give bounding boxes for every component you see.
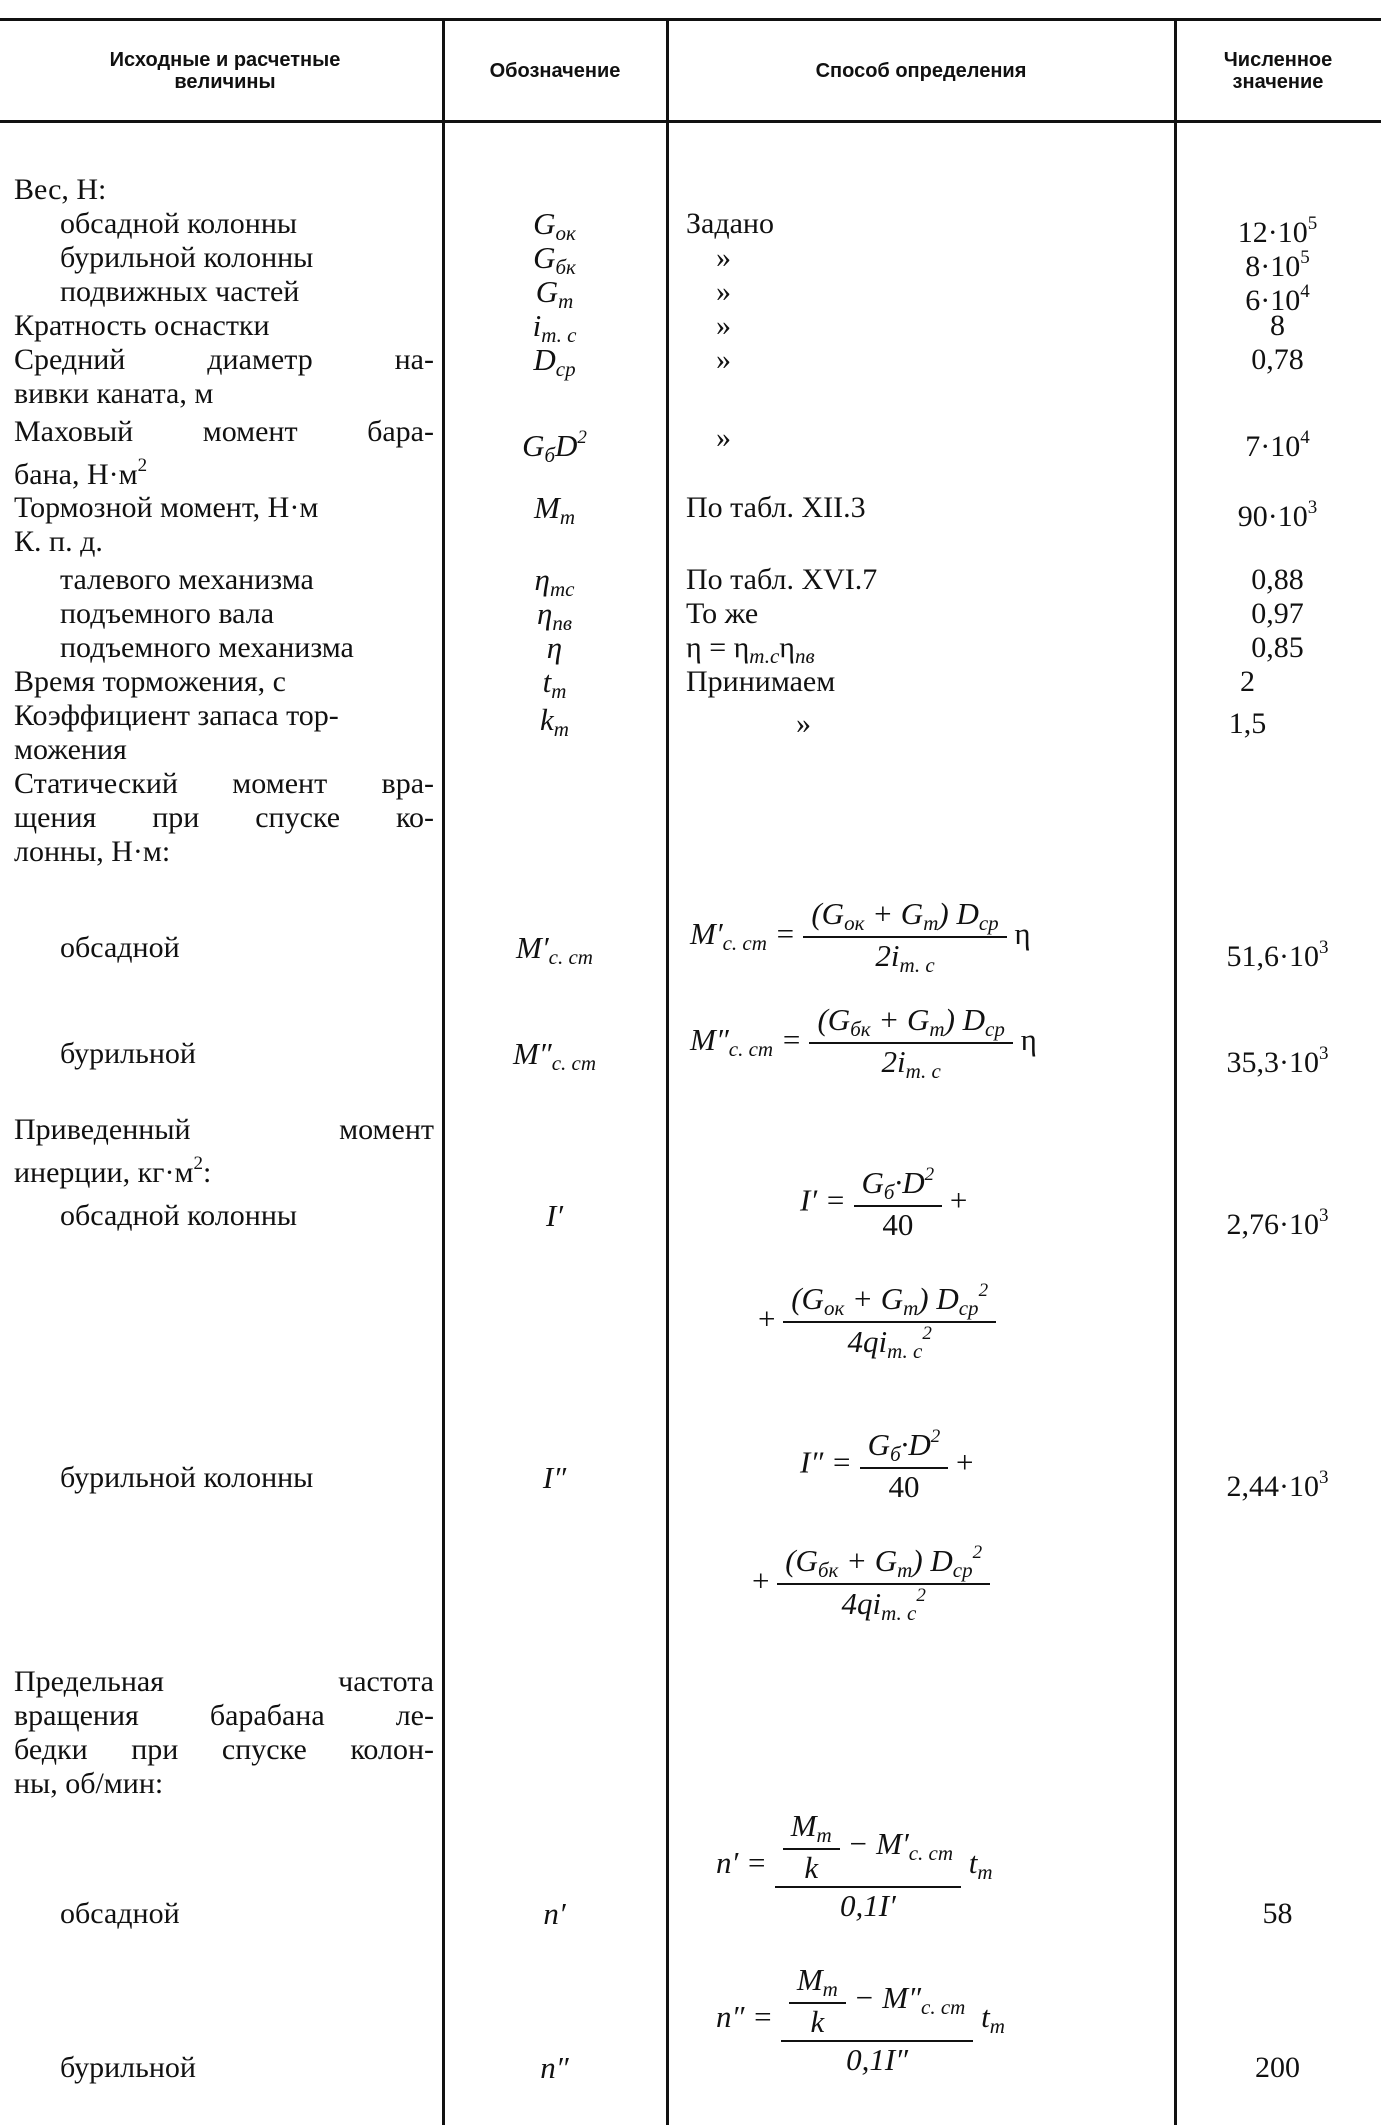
freq-title-2: вращения барабана ле-: [14, 1699, 434, 1732]
freq-casing-label: обсадной: [60, 1897, 180, 1930]
header-quantities: [20, 28, 430, 114]
eff-shaft-value: 0,97: [1251, 597, 1304, 630]
freq-casing-formula: n′ = $\frac{M_т}{k}$ − $M'_{с. ст}$ 0,1I′ $t_т$: [716, 1808, 993, 1923]
column-divider-3: [1174, 18, 1177, 2125]
brake-time-value: 2: [1240, 665, 1255, 698]
diam-symbol: $D_{ср}$: [533, 342, 576, 381]
header-symbol: [446, 28, 664, 114]
eff-tackle-label: талевого механизма: [60, 563, 314, 596]
eff-lift-method: $\eta = \eta_{т.с}\eta_{пв}$: [686, 631, 815, 668]
ratio-value: 8: [1270, 309, 1285, 342]
freq-drill-inner-fraction: $\frac{M_т}{k}$: [789, 1962, 846, 2040]
moving-weight-label: подвижных частей: [60, 275, 300, 308]
ratio-symbol: $i_{т. с}$: [532, 308, 577, 347]
eff-tackle-symbol: $\eta_{тс}$: [534, 562, 575, 601]
drill-weight-label: бурильной колонны: [60, 241, 314, 274]
casing-weight-label: обсадной колонны: [60, 207, 298, 240]
eff-lift-symbol: η: [546, 630, 563, 665]
static-title-3: лонны, Н·м:: [14, 835, 171, 868]
inertia-drill-value: $2,44\cdot 10^3$: [1226, 1467, 1329, 1503]
drill-weight-method: »: [716, 241, 731, 274]
freq-title-3: бедки при спуске колон-: [14, 1733, 434, 1766]
freq-casing-inner-fraction: $\frac{M_т}{k}$: [783, 1808, 840, 1886]
static-title-1: Статический момент вра-: [14, 767, 434, 800]
static-drill-formula: $M''_{с. ст}$ = $\frac{(G_{бк} + G_т) D_{ср}}{2i_{т. с}}$ η: [690, 1002, 1037, 1083]
weight-title: Вес, Н:: [14, 173, 107, 206]
header-method: [670, 28, 1172, 114]
brake-symbol: $M_т$: [534, 490, 575, 529]
freq-drill-formula: n″ = $\frac{M_т}{k}$ − $M''_{с. ст}$ 0,1I″ $t_т$: [716, 1962, 1005, 2077]
brake-method: По табл. XII.3: [686, 491, 866, 524]
freq-drill-symbol: n″: [540, 2050, 569, 2085]
drill-weight-value: $8\cdot 10^5$: [1245, 247, 1310, 283]
inertia-casing-fraction-1: $\frac{G_б\cdot D^2}{40}$: [854, 1164, 943, 1243]
brake-k-label-2: можения: [14, 733, 127, 766]
header-quantities-text: Исходные и расчетные величины: [109, 49, 341, 93]
header-value: [1178, 28, 1378, 114]
inertia-drill-formula-2: + $\frac{(G_{бк} + G_т) D_{ср}^2}{4qi_{т. с}^2}$: [752, 1542, 990, 1626]
diam-method: »: [716, 343, 731, 376]
brake-k-method: »: [796, 707, 811, 740]
static-casing-formula: $M'_{с. ст}$ = $\frac{(G_{ок} + G_т) D_{ср}}{2i_{т. с}}$ η: [690, 896, 1031, 977]
brake-time-symbol: $t_т$: [542, 664, 567, 703]
casing-weight-method: Задано: [686, 207, 774, 240]
inertia-drill-label: бурильной колонны: [60, 1461, 314, 1494]
static-drill-fraction: $\frac{(G_{бк} + G_т) D_{ср}}{2i_{т. с}}$: [809, 1002, 1012, 1084]
header-value-text: Численное значение: [1223, 49, 1333, 93]
moving-weight-value: $6\cdot 10^4$: [1245, 281, 1310, 317]
inertia-casing-fraction-2: $\frac{(G_{ок} + G_т) D_{ср}^2}{4qi_{т. с}^2}$: [783, 1280, 996, 1364]
freq-drill-label: бурильной: [60, 2051, 196, 2084]
static-casing-fraction: $\frac{(G_{ок} + G_т) D_{ср}}{2i_{т. с}}$: [803, 896, 1006, 978]
freq-casing-value: 58: [1262, 1897, 1293, 1930]
static-title-2: щения при спуске ко-: [14, 801, 434, 834]
inertia-drill-formula-1: I″ = $\frac{G_б\cdot D^2}{40}$ +: [800, 1426, 974, 1504]
freq-title-4: ны, об/мин:: [14, 1767, 164, 1800]
static-casing-value: $51,6\cdot 10^3$: [1226, 937, 1329, 973]
freq-title-1: Предельная частота: [14, 1665, 434, 1698]
inertia-drill-fraction-1: $\frac{G_б\cdot D^2}{40}$: [860, 1426, 949, 1505]
static-drill-value: $35,3\cdot 10^3$: [1226, 1043, 1329, 1079]
freq-casing-fraction: $\frac{M_т}{k}$ − $M'_{с. ст}$ 0,1I′: [775, 1808, 961, 1924]
ratio-label: Кратность оснастки: [14, 309, 270, 342]
eff-lift-value: 0,85: [1251, 631, 1304, 664]
static-drill-symbol: $M''_{с. ст}$: [512, 1036, 597, 1075]
flywheel-method: »: [716, 421, 731, 454]
brake-time-label: Время торможения, с: [14, 665, 286, 698]
casing-weight-symbol: $G_{ок}$: [533, 206, 576, 245]
eff-shaft-method: То же: [686, 597, 759, 630]
static-casing-symbol: $M'_{с. ст}$: [516, 930, 593, 969]
header-symbol-text: Обозначение: [489, 60, 621, 82]
eff-tackle-method: По табл. XVI.7: [686, 563, 878, 596]
brake-k-label-1: Коэффициент запаса тор-: [14, 699, 339, 732]
static-casing-label: обсадной: [60, 931, 180, 964]
inertia-casing-formula-2: + $\frac{(G_{ок} + G_т) D_{ср}^2}{4qi_{т. с}^2}$: [758, 1280, 996, 1364]
inertia-casing-label: обсадной колонны: [60, 1199, 298, 1232]
inertia-casing-value: $2,76\cdot 10^3$: [1226, 1205, 1329, 1241]
flywheel-label-2: бана, $Н\cdot м^2$: [14, 455, 148, 491]
column-divider-1: [442, 18, 445, 2125]
moving-weight-symbol: $G_т$: [535, 274, 574, 313]
efficiency-title: К. п. д.: [14, 525, 103, 558]
eff-shaft-label: подъемного вала: [60, 597, 275, 630]
brake-k-value: 1,5: [1228, 707, 1267, 740]
moving-weight-method: »: [716, 275, 731, 308]
eff-tackle-value: 0,88: [1251, 563, 1304, 596]
eff-shaft-symbol: $\eta_{пв}$: [536, 596, 572, 635]
freq-casing-symbol: n′: [543, 1896, 566, 1931]
brake-value: $90\cdot 10^3$: [1237, 497, 1318, 533]
casing-weight-value: $12\cdot 10^5$: [1237, 213, 1318, 249]
column-divider-2: [666, 18, 669, 2125]
inertia-drill-fraction-2: $\frac{(G_{бк} + G_т) D_{ср}^2}{4qi_{т. с}^2}$: [777, 1542, 990, 1626]
inertia-drill-symbol: I″: [542, 1460, 567, 1495]
brake-label: Тормозной момент, Н·м: [14, 491, 319, 524]
drill-weight-symbol: $G_{бк}$: [533, 240, 576, 279]
header-method-text: Способ определения: [815, 60, 1027, 82]
inertia-title-2: инерции, $кг\cdot м^2$:: [14, 1153, 212, 1189]
brake-k-symbol: $k_т$: [540, 702, 569, 741]
diam-label-2: вивки каната, м: [14, 377, 214, 410]
freq-drill-value: 200: [1255, 2051, 1300, 2084]
freq-drill-fraction: $\frac{M_т}{k}$ − $M''_{с. ст}$ 0,1I″: [781, 1962, 973, 2078]
inertia-casing-symbol: I′: [545, 1198, 564, 1233]
flywheel-symbol: $G_бD^2$: [522, 427, 587, 467]
flywheel-label-1: Маховый момент бара-: [14, 415, 434, 448]
static-drill-label: бурильной: [60, 1037, 196, 1070]
inertia-title-1: Приведенный момент: [14, 1113, 434, 1146]
inertia-casing-formula-1: I′ = $\frac{G_б\cdot D^2}{40}$ +: [800, 1164, 968, 1242]
eff-lift-label: подъемного механизма: [60, 631, 354, 664]
diam-label-1: Средний диаметр на-: [14, 343, 434, 376]
flywheel-value: $7\cdot 10^4$: [1245, 427, 1310, 463]
diam-value: 0,78: [1251, 343, 1304, 376]
ratio-method: »: [716, 309, 731, 342]
brake-time-method: Принимаем: [686, 665, 836, 698]
